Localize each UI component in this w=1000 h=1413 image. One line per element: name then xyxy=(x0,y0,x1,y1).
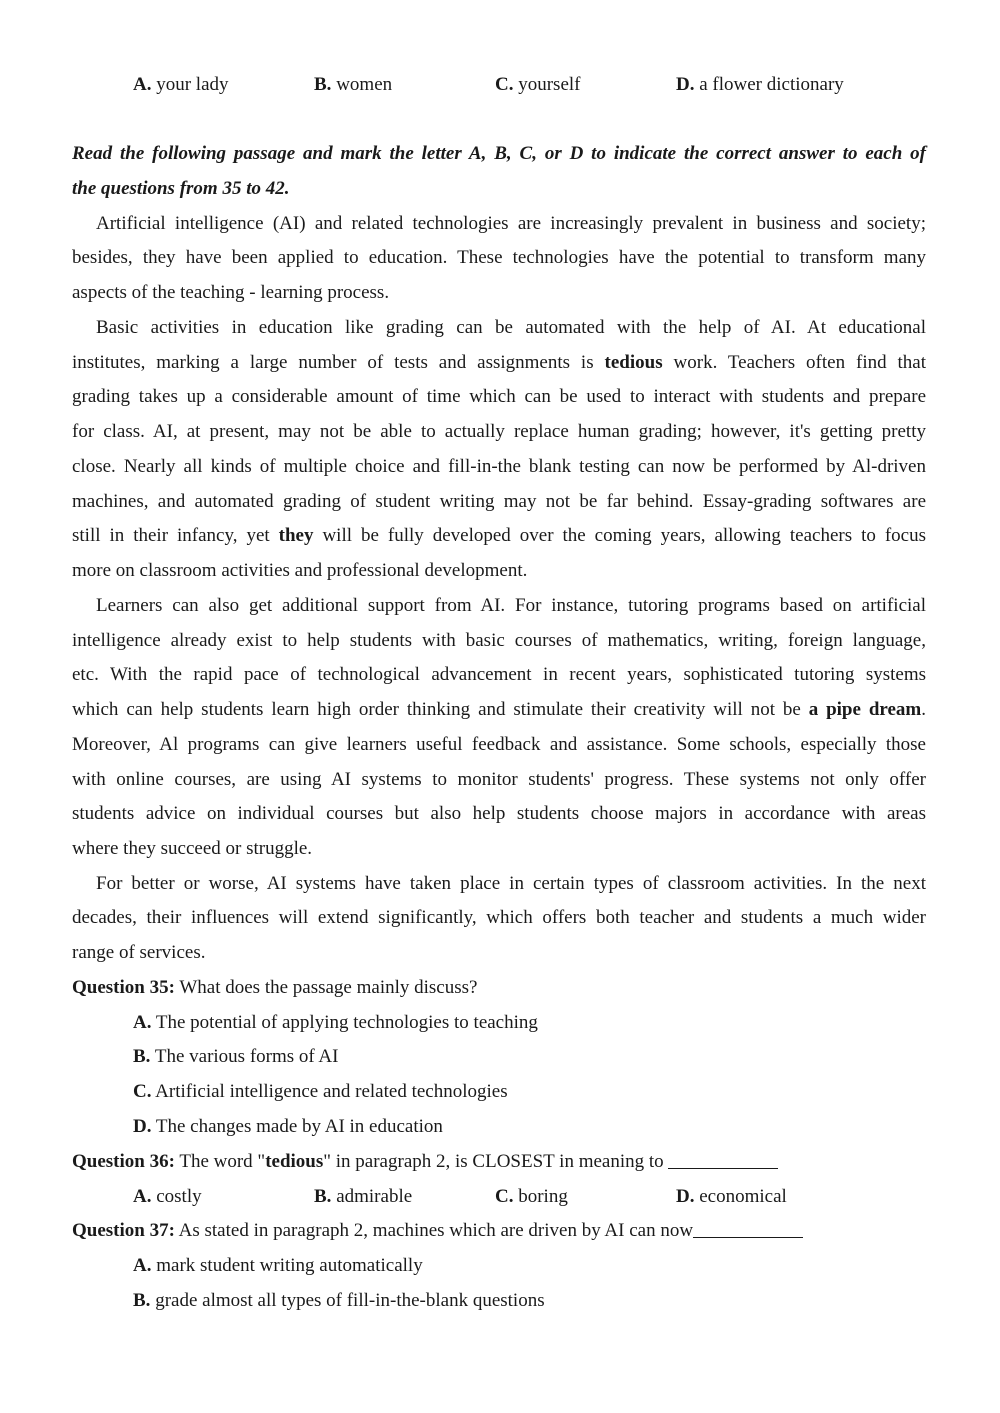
q36-option-b[interactable]: B. admirable xyxy=(314,1186,413,1207)
passage-p2-line: machines, and automated grading of student writing may not be far behind. Essay-grading softwares are xyxy=(72,491,926,512)
q34-options xyxy=(133,72,933,98)
question-36: Question 36: The word "tedious" in paragraph 2, is CLOSEST in meaning to xyxy=(72,1149,926,1175)
passage-p3-line: etc. With the rapid pace of technological advancement in recent years, sophisticated tutoring systems xyxy=(72,664,926,685)
passage-p1-line: Artificial intelligence (AI) and related technologies are increasingly prevalent in business and society; xyxy=(96,213,926,234)
q37-option-b[interactable]: B. grade almost all types of fill-in-the-blank questions xyxy=(133,1290,545,1311)
passage-p3-line: intelligence already exist to help students with basic courses of mathematics, writing, foreign language, xyxy=(72,630,926,651)
q36-option-d[interactable]: D. economical xyxy=(676,1186,787,1207)
passage-p3-line: Learners can also get additional support from AI. For instance, tutoring programs based on artificial xyxy=(96,595,926,616)
keyword-pipe-dream: a pipe dream xyxy=(808,699,922,720)
passage-p3-line: where they succeed or struggle. xyxy=(72,838,313,859)
passage-p2-line: institutes, marking a large number of tests and assignments is tedious work. Teachers often find that xyxy=(72,352,927,373)
q36-option-c[interactable]: C. boring xyxy=(495,1186,568,1207)
answer-blank xyxy=(693,1236,803,1238)
q34-option-c[interactable]: C. yourself xyxy=(495,74,581,95)
q35-option-a[interactable]: A. The potential of applying technologies to teaching xyxy=(133,1012,538,1033)
q35-option-d[interactable]: D. The changes made by AI in education xyxy=(133,1116,443,1137)
passage-p3-line: which can help students learn high order thinking and stimulate their creativity will not be a pipe dream. xyxy=(72,699,926,720)
passage-p2-line: Basic activities in education like grading can be automated with the help of AI. At educational xyxy=(96,317,926,338)
passage-p2-line: still in their infancy, yet they will be fully developed over the coming years, allowing teachers to focus xyxy=(72,525,926,546)
instruction-line-2: the questions from 35 to 42. xyxy=(72,178,290,199)
question-35: Question 35: What does the passage mainly discuss? xyxy=(72,977,478,998)
passage-p4-line: range of services. xyxy=(72,942,206,963)
passage-p1-line: besides, they have been applied to education. These technologies have the potential to transform many xyxy=(72,247,926,268)
q34-option-b[interactable]: B. women xyxy=(314,74,393,95)
instruction-line-1: Read the following passage and mark the letter A, B, C, or D to indicate the correct answer to each of xyxy=(72,143,926,164)
passage-p2-line: more on classroom activities and professional development. xyxy=(72,560,528,581)
answer-blank xyxy=(668,1167,778,1169)
q34-option-a[interactable]: A. your lady xyxy=(133,74,229,95)
passage-p1-line: aspects of the teaching - learning process. xyxy=(72,282,390,303)
q36-option-a[interactable]: A. costly xyxy=(133,1186,202,1207)
q35-option-b[interactable]: B. The various forms of AI xyxy=(133,1046,339,1067)
question-37: Question 37: As stated in paragraph 2, machines which are driven by AI can now xyxy=(72,1218,926,1244)
passage-p3-line: Moreover, Al programs can give learners useful feedback and assistance. Some schools, especially those xyxy=(72,734,926,755)
passage-p3-line: with online courses, are using AI systems to monitor students' progress. These systems not only offer xyxy=(72,769,926,790)
passage-p4-line: decades, their influences will extend significantly, which offers both teacher and students a much wider xyxy=(72,907,926,928)
q34-option-d[interactable]: D. a flower dictionary xyxy=(676,74,844,95)
q35-option-c[interactable]: C. Artificial intelligence and related technologies xyxy=(133,1081,508,1102)
passage-p2-line: close. Nearly all kinds of multiple choice and fill-in-the blank testing can now be performed by Al-driven xyxy=(72,456,926,477)
keyword-they: they xyxy=(278,525,314,546)
q36-options xyxy=(133,1184,933,1210)
passage-p2-line: grading takes up a considerable amount of time which can be used to interact with students and prepare xyxy=(72,386,926,407)
q37-option-a[interactable]: A. mark student writing automatically xyxy=(133,1255,423,1276)
passage-p3-line: students advice on individual courses but also help students choose majors in accordance with areas xyxy=(72,803,926,824)
keyword-tedious: tedious xyxy=(604,352,663,373)
passage-p2-line: for class. AI, at present, may not be able to actually replace human grading; however, it's getting pretty xyxy=(72,421,926,442)
passage-p4-line: For better or worse, AI systems have taken place in certain types of classroom activities. In the next xyxy=(96,873,926,894)
